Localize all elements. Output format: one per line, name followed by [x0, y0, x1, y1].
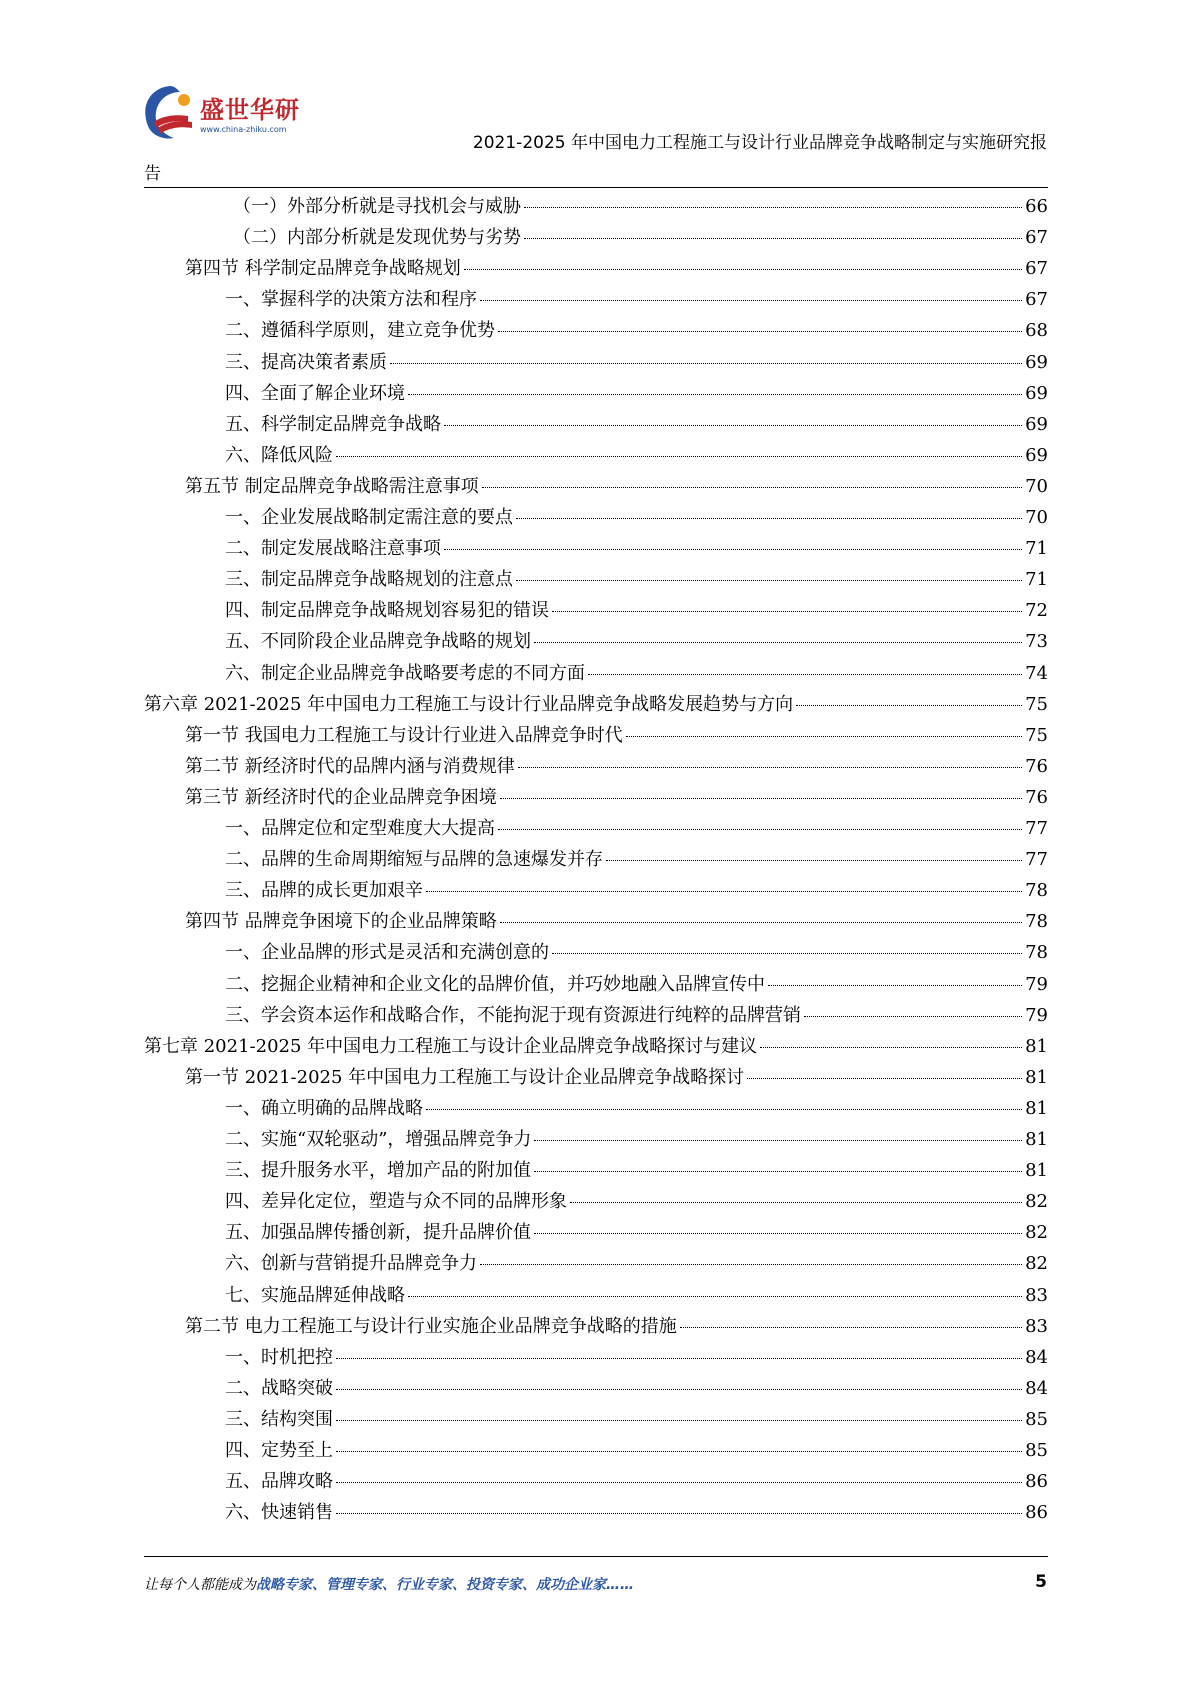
toc-entry-title: （一）外部分析就是寻找机会与威胁	[233, 196, 521, 217]
toc-entry[interactable]	[144, 689, 1048, 720]
toc-entry-title: 一、品牌定位和定型难度大大提高	[225, 818, 495, 839]
toc-entry-page: 78	[1025, 911, 1048, 933]
toc-entry[interactable]	[225, 875, 1048, 906]
toc-entry-title: 一、掌握科学的决策方法和程序	[225, 289, 477, 311]
toc-entry[interactable]	[225, 502, 1048, 533]
toc-entry-title: 四、制定品牌竞争战略规划容易犯的错误	[225, 600, 549, 622]
toc-leader-dots	[336, 1420, 1022, 1421]
toc-entry-page: 77	[1025, 818, 1048, 839]
toc-entry[interactable]	[185, 253, 1048, 284]
toc-leader-dots	[534, 642, 1022, 643]
logo-swoosh-icon	[140, 82, 198, 144]
toc-entry-title: 四、全面了解企业环境	[225, 382, 405, 404]
toc-leader-dots	[626, 736, 1022, 737]
toc-entry[interactable]	[225, 813, 1048, 844]
toc-entry[interactable]	[225, 315, 1048, 346]
toc-entry-title: 四、定势至上	[225, 1440, 333, 1461]
toc-leader-dots	[390, 363, 1022, 364]
logo-url: www.china-zhiku.com	[200, 125, 287, 134]
toc-entry-title: 五、不同阶段企业品牌竞争战略的规划	[225, 631, 531, 653]
toc-leader-dots	[516, 580, 1022, 581]
toc-entry-title: 二、品牌的生命周期缩短与品牌的急速爆发并存	[225, 849, 603, 871]
footer-slogan	[144, 1574, 634, 1594]
toc-entry-page: 67	[1025, 289, 1048, 311]
toc-entry[interactable]	[225, 844, 1048, 875]
toc-entry[interactable]	[225, 1000, 1048, 1031]
toc-leader-dots	[524, 238, 1022, 239]
toc-leader-dots	[552, 953, 1022, 954]
toc-leader-dots	[426, 1109, 1022, 1110]
toc-entry-title: 六、制定企业品牌竞争战略要考虑的不同方面	[225, 662, 585, 684]
toc-leader-dots	[534, 1171, 1022, 1172]
toc-leader-dots	[426, 891, 1022, 892]
toc-entry-title: 二、遵循科学原则，建立竞争优势	[225, 320, 495, 342]
toc-entry[interactable]	[225, 595, 1048, 626]
toc-entry-page: 79	[1025, 973, 1048, 995]
toc-leader-dots	[606, 860, 1022, 861]
toc-leader-dots	[464, 269, 1022, 270]
toc-leader-dots	[760, 1047, 1022, 1048]
toc-entry-title: 三、学会资本运作和战略合作，不能拘泥于现有资源进行纯粹的品牌营销	[225, 1004, 801, 1026]
toc-entry[interactable]	[225, 1497, 1048, 1528]
toc-entry-page: 84	[1025, 1377, 1048, 1399]
toc-entry[interactable]	[233, 191, 1048, 222]
toc-leader-dots	[804, 1016, 1022, 1017]
toc-leader-dots	[680, 1327, 1022, 1328]
toc-leader-dots	[588, 674, 1022, 675]
toc-leader-dots	[552, 611, 1022, 612]
toc-entry-page: 83	[1025, 1284, 1048, 1306]
footer-divider	[144, 1556, 1048, 1557]
toc-entry[interactable]	[185, 1311, 1048, 1342]
toc-entry[interactable]	[225, 1124, 1048, 1155]
toc-entry-title: 一、时机把控	[225, 1346, 333, 1368]
toc-entry-title: 第四节 品牌竞争困境下的企业品牌策略	[185, 911, 497, 933]
toc-entry-title: 四、差异化定位，塑造与众不同的品牌形象	[225, 1191, 567, 1213]
toc-entry-page: 81	[1025, 1097, 1048, 1119]
toc-leader-dots	[336, 1358, 1022, 1359]
toc-leader-dots	[336, 1451, 1022, 1452]
toc-entry-page: 69	[1025, 444, 1048, 466]
toc-entry[interactable]	[185, 720, 1048, 751]
toc-entry-title: 七、实施品牌延伸战略	[225, 1284, 405, 1306]
toc-leader-dots	[336, 1482, 1022, 1483]
logo-name: 盛世华研	[200, 96, 300, 124]
toc-leader-dots	[796, 705, 1022, 706]
toc-entry-page: 75	[1025, 724, 1048, 746]
toc-entry-title: 第五节 制定品牌竞争战略需注意事项	[185, 475, 479, 497]
toc-entry[interactable]	[225, 409, 1048, 440]
toc-leader-dots	[516, 518, 1022, 519]
header-divider	[144, 187, 1048, 188]
toc-entry-page: 70	[1025, 475, 1048, 497]
toc-leader-dots	[408, 394, 1022, 395]
toc-entry[interactable]	[144, 1031, 1048, 1062]
toc-entry-page: 66	[1025, 196, 1048, 217]
toc-entry[interactable]	[225, 564, 1048, 595]
slogan-accent: 战略专家、管理专家、行业专家、投资专家、成功企业家……	[256, 1577, 634, 1593]
toc-entry-page: 77	[1025, 849, 1048, 871]
toc-entry-page: 86	[1025, 1471, 1048, 1493]
toc-entry[interactable]	[225, 1186, 1048, 1217]
toc-entry-title: 五、加强品牌传播创新，提升品牌价值	[225, 1222, 531, 1244]
toc-leader-dots	[500, 798, 1022, 799]
toc-entry-page: 67	[1025, 227, 1048, 249]
toc-entry-page: 82	[1025, 1191, 1048, 1213]
company-logo	[140, 82, 310, 144]
toc-entry[interactable]	[225, 1342, 1048, 1373]
toc-entry-page: 81	[1025, 1035, 1048, 1057]
toc-entry-page: 79	[1025, 1004, 1048, 1026]
toc-entry-page: 82	[1025, 1222, 1048, 1244]
toc-entry-page: 78	[1025, 880, 1048, 902]
toc-entry[interactable]	[225, 1093, 1048, 1124]
toc-entry-title: 二、挖掘企业精神和企业文化的品牌价值，并巧妙地融入品牌宣传中	[225, 973, 765, 995]
toc-leader-dots	[336, 1389, 1022, 1390]
toc-entry[interactable]	[225, 937, 1048, 968]
toc-entry-page: 73	[1025, 631, 1048, 653]
toc-leader-dots	[498, 331, 1022, 332]
toc-entry-title: 二、实施“双轮驱动”，增强品牌竞争力	[225, 1129, 532, 1150]
toc-leader-dots	[444, 549, 1022, 550]
toc-entry-page: 72	[1025, 600, 1048, 622]
toc-entry-title: 一、确立明确的品牌战略	[225, 1097, 423, 1119]
toc-entry-page: 71	[1025, 569, 1048, 591]
toc-entry-title: 六、创新与营销提升品牌竞争力	[225, 1253, 477, 1275]
toc-entry-title: 三、提高决策者素质	[225, 351, 387, 373]
toc-leader-dots	[336, 456, 1022, 457]
toc-leader-dots	[336, 1513, 1022, 1514]
toc-entry-title: 第二节 新经济时代的品牌内涵与消费规律	[185, 755, 515, 777]
toc-leader-dots	[747, 1078, 1022, 1079]
toc-leader-dots	[408, 1296, 1022, 1297]
toc-leader-dots	[444, 425, 1022, 426]
toc-entry[interactable]	[185, 782, 1048, 813]
toc-entry-title: 二、制定发展战略注意事项	[225, 538, 441, 560]
toc-entry[interactable]	[225, 626, 1048, 657]
toc-entry[interactable]	[225, 1280, 1048, 1311]
toc-entry-title: 第一节 我国电力工程施工与设计行业进入品牌竞争时代	[185, 724, 623, 746]
toc-entry[interactable]	[225, 1373, 1048, 1404]
toc-entry[interactable]	[225, 378, 1048, 409]
toc-entry-title: 第七章 2021-2025 年中国电力工程施工与设计企业品牌竞争战略探讨与建议	[144, 1035, 758, 1057]
toc-leader-dots	[534, 1233, 1022, 1234]
toc-leader-dots	[482, 487, 1022, 488]
toc-entry[interactable]	[225, 1466, 1048, 1497]
toc-leader-dots	[570, 1202, 1022, 1203]
toc-entry[interactable]	[185, 751, 1048, 782]
toc-entry-title: 六、降低风险	[225, 444, 333, 466]
toc-entry[interactable]	[225, 1248, 1048, 1279]
slogan-prefix: 让每个人都能成为	[144, 1577, 256, 1593]
toc-entry[interactable]	[225, 969, 1048, 1000]
page-header	[0, 0, 1191, 200]
toc-entry-title: 一、企业发展战略制定需注意的要点	[225, 507, 513, 528]
toc-entry-title: 第二节 电力工程施工与设计行业实施企业品牌竞争战略的措施	[185, 1315, 677, 1337]
toc-leader-dots	[498, 829, 1022, 830]
toc-entry[interactable]	[225, 1435, 1048, 1466]
toc-entry-page: 71	[1025, 538, 1048, 560]
toc-entry-title: 五、科学制定品牌竞争战略	[225, 413, 441, 435]
toc-entry[interactable]	[225, 1404, 1048, 1435]
toc-leader-dots	[524, 207, 1022, 208]
toc-entry-page: 69	[1025, 413, 1048, 435]
toc-entry-page: 76	[1025, 755, 1048, 777]
toc-entry-page: 68	[1025, 320, 1048, 342]
toc-entry-page: 82	[1025, 1253, 1048, 1275]
toc-entry-page: 83	[1025, 1315, 1048, 1337]
toc-leader-dots	[534, 1140, 1022, 1141]
toc-entry-title: 三、结构突围	[225, 1408, 333, 1430]
toc-entry-page: 74	[1025, 662, 1048, 684]
toc-entry-page: 78	[1025, 942, 1048, 964]
toc-leader-dots	[518, 767, 1022, 768]
document-title-continued: 告	[144, 164, 161, 184]
toc-entry-page: 81	[1025, 1066, 1048, 1088]
toc-leader-dots	[500, 922, 1022, 923]
toc-entry-page: 81	[1025, 1129, 1048, 1150]
toc-entry-title: （二）内部分析就是发现优势与劣势	[233, 227, 521, 249]
toc-entry-title: 三、提升服务水平，增加产品的附加值	[225, 1160, 531, 1182]
toc-entry-title: 三、制定品牌竞争战略规划的注意点	[225, 569, 513, 591]
toc-entry-page: 69	[1025, 351, 1048, 373]
toc-entry[interactable]	[225, 347, 1048, 378]
toc-entry-title: 二、战略突破	[225, 1377, 333, 1399]
toc-entry-title: 一、企业品牌的形式是灵活和充满创意的	[225, 942, 549, 964]
toc-entry-page: 76	[1025, 786, 1048, 808]
toc-entry-title: 三、品牌的成长更加艰辛	[225, 880, 423, 902]
toc-entry-page: 85	[1025, 1440, 1048, 1461]
toc-entry[interactable]	[225, 533, 1048, 564]
toc-entry-title: 第一节 2021-2025 年中国电力工程施工与设计企业品牌竞争战略探讨	[185, 1066, 745, 1088]
toc-entry[interactable]	[185, 1062, 1048, 1093]
toc-entry[interactable]	[233, 222, 1048, 253]
toc-entry[interactable]	[185, 906, 1048, 937]
toc-entry-page: 75	[1025, 693, 1048, 715]
toc-entry[interactable]	[225, 658, 1048, 689]
toc-entry-page: 86	[1025, 1502, 1048, 1524]
toc-entry-title: 第三节 新经济时代的企业品牌竞争困境	[185, 786, 497, 808]
toc-leader-dots	[768, 985, 1022, 986]
toc-entry-page: 67	[1025, 258, 1048, 280]
toc-entry[interactable]	[225, 1217, 1048, 1248]
document-title: 2021-2025 年中国电力工程施工与设计行业品牌竞争战略制定与实施研究报	[472, 133, 1047, 153]
toc-entry-page: 81	[1025, 1160, 1048, 1182]
toc-entry-title: 六、快速销售	[225, 1502, 333, 1524]
toc-entry-page: 84	[1025, 1346, 1048, 1368]
toc-leader-dots	[480, 300, 1022, 301]
toc-leader-dots	[480, 1264, 1022, 1265]
toc-entry[interactable]	[225, 284, 1048, 315]
toc-entry[interactable]	[225, 1155, 1048, 1186]
toc-entry-title: 第六章 2021-2025 年中国电力工程施工与设计行业品牌竞争战略发展趋势与方向	[144, 693, 794, 715]
toc-entry-page: 70	[1025, 507, 1048, 528]
toc-entry[interactable]	[185, 471, 1048, 502]
toc-entry-page: 85	[1025, 1408, 1048, 1430]
page-number: 5	[1035, 1572, 1047, 1592]
toc-entry[interactable]	[225, 440, 1048, 471]
toc-entry-title: 第四节 科学制定品牌竞争战略规划	[185, 258, 461, 280]
toc-entry-page: 69	[1025, 382, 1048, 404]
toc-entry-title: 五、品牌攻略	[225, 1471, 333, 1493]
